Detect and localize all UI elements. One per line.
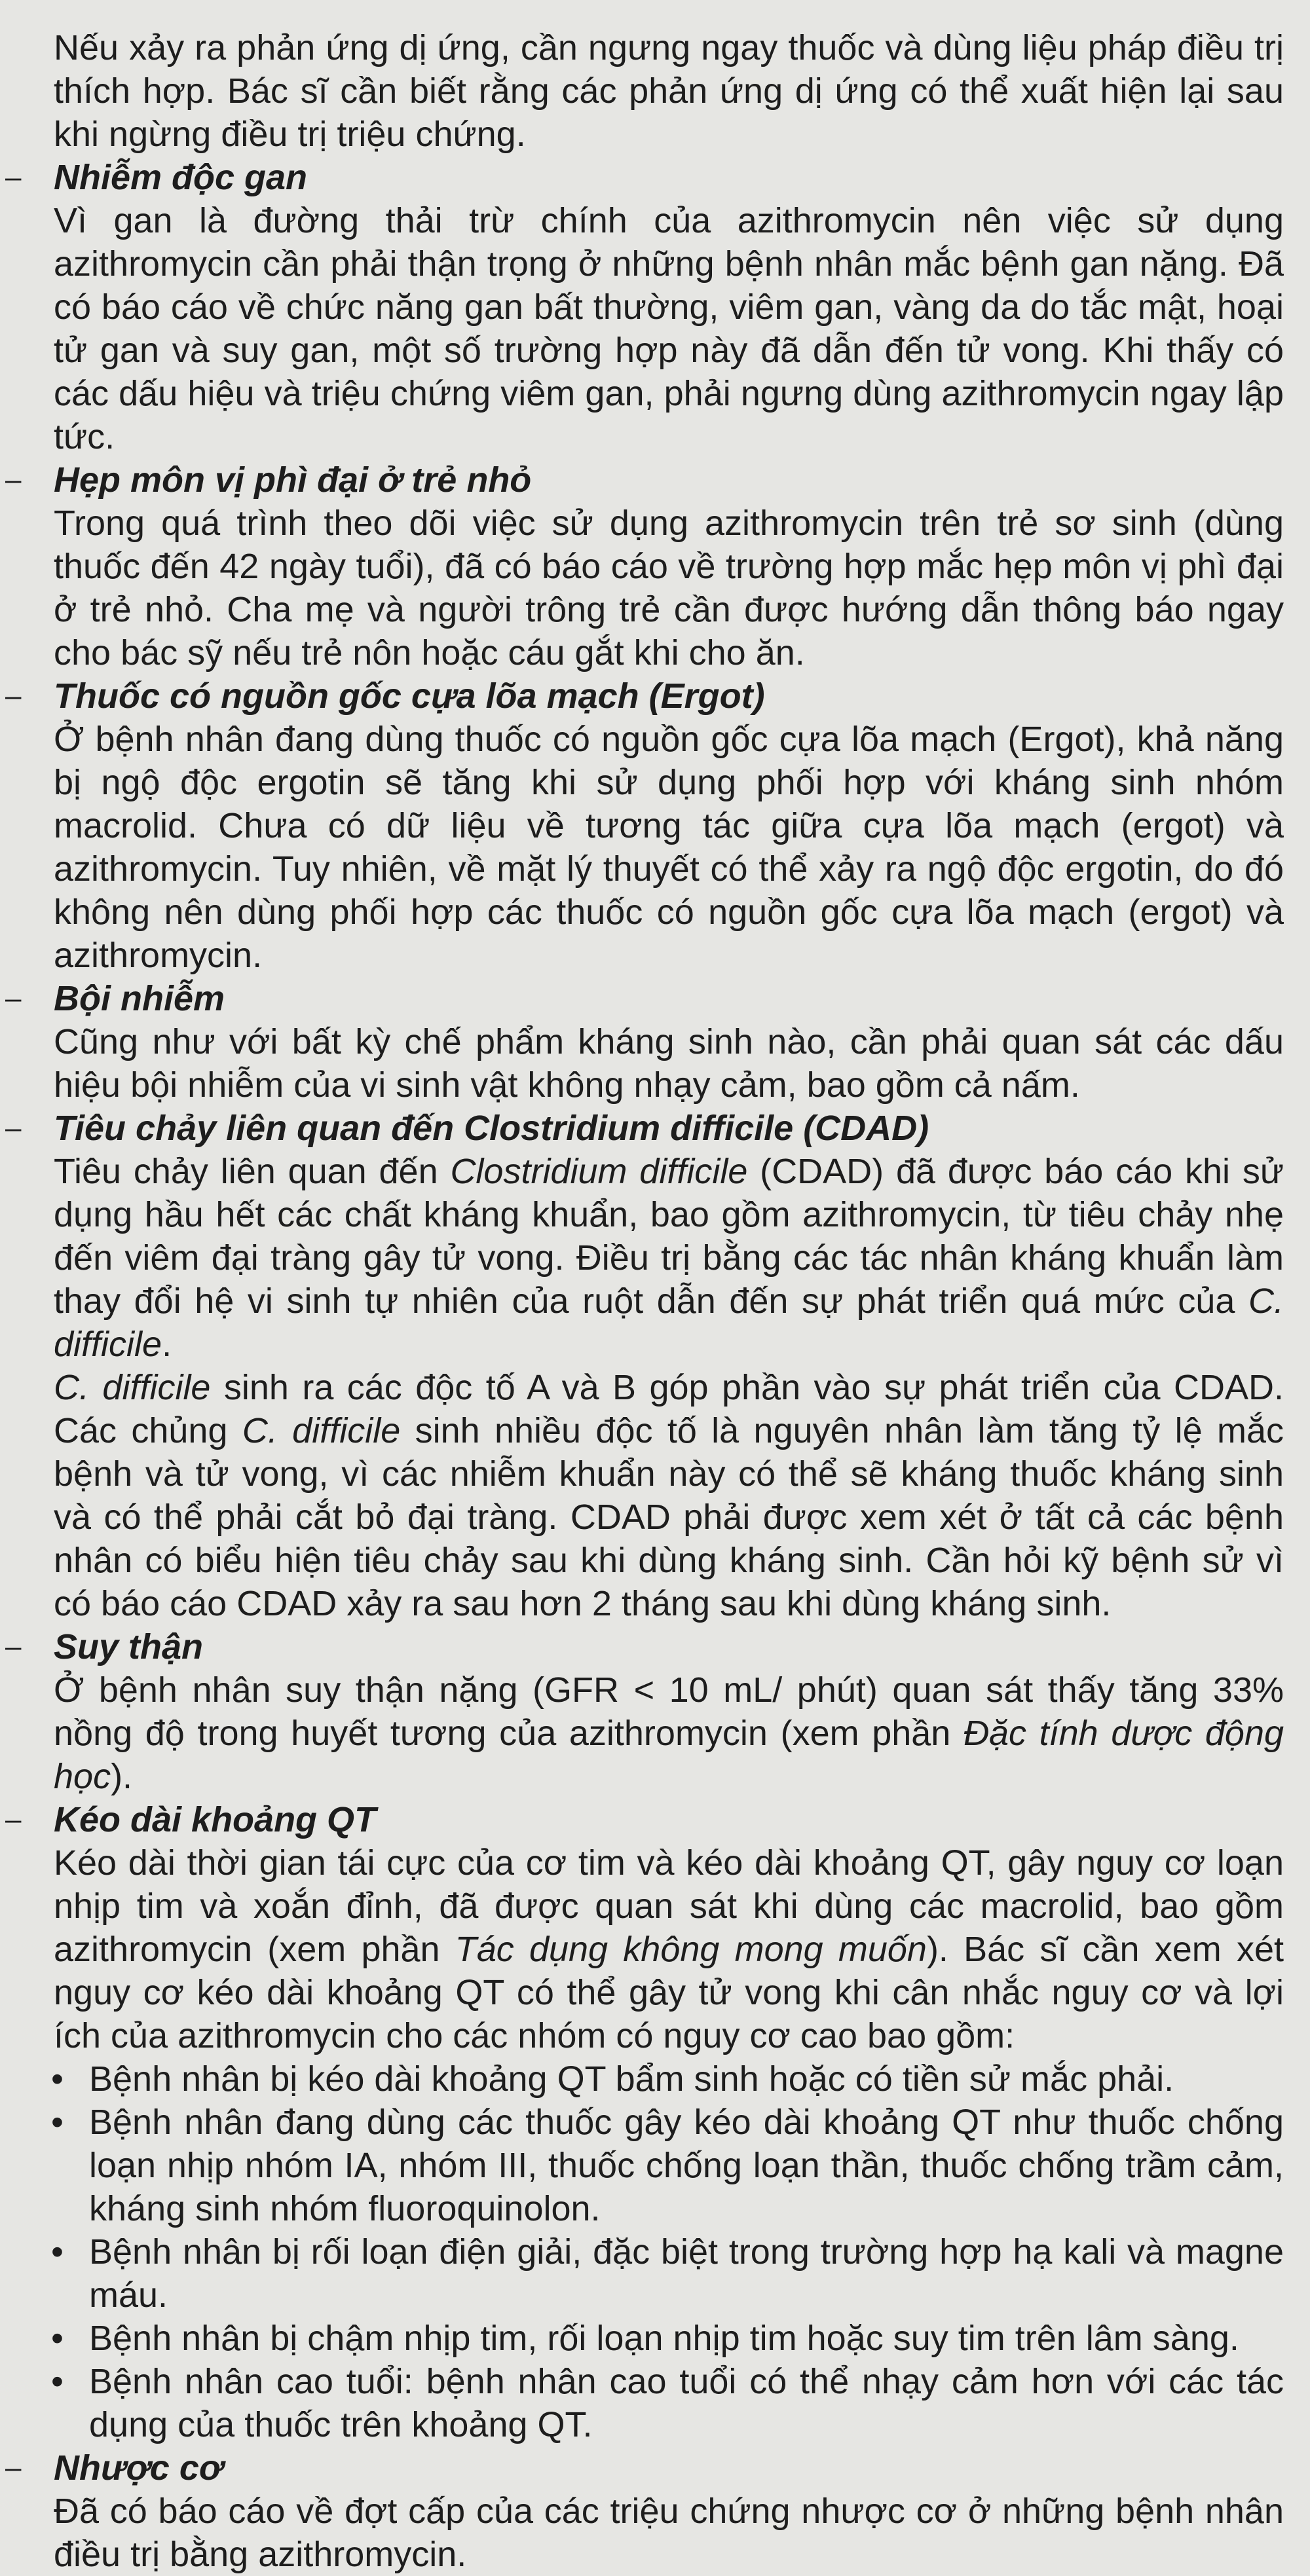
heading-text: Nhiễm độc gan [54, 158, 308, 197]
list-item-text: Bệnh nhân bị chậm nhịp tim, rối loạn nhịp tim hoặc suy tim trên lâm sàng. [89, 2319, 1239, 2358]
section-cdad [5, 1107, 1284, 1625]
section-paragraph [26, 1366, 1284, 1625]
section-superinfection [5, 977, 1284, 1107]
text-run: sinh nhiều độc tố là nguyên nhân làm tăng tỷ lệ mắc bệnh và tử vong, vì các nhiễm khuẩn này có thể sẽ kháng thuốc kháng sinh và có thể phải cắt bỏ đại tràng. CDAD phải được xem xét ở tất cả các bệnh nhân có biểu hiện tiêu chảy sau khi dùng kháng sinh. Cần hỏi kỹ bệnh sử vì có báo cáo CDAD xảy ra sau hơn 2 tháng sau khi dùng kháng sinh. [54, 1411, 1284, 1623]
italic-text-run: C. difficile [242, 1411, 401, 1450]
list-item [26, 2101, 1284, 2230]
italic-text-run: Clostridium difficile [450, 1152, 748, 1191]
list-item-text: Bệnh nhân cao tuổi: bệnh nhân cao tuổi có thể nhạy cảm hơn với các tác dụng của thuốc trên khoảng QT. [89, 2362, 1284, 2444]
list-item-text: Bệnh nhân bị rối loạn điện giải, đặc biệt trong trường hợp hạ kali và magne máu. [89, 2232, 1284, 2315]
section-paragraph: Đã có báo cáo về đợt cấp của các triệu chứng nhược cơ ở những bệnh nhân điều trị bằng azithromycin. [54, 2492, 1284, 2574]
list-item [26, 2360, 1284, 2446]
section-paragraph: Vì gan là đường thải trừ chính của azithromycin nên việc sử dụng azithromycin cần phải thận trọng ở những bệnh nhân mắc bệnh gan nặng. Đã có báo cáo về chức năng gan bất thường, viêm gan, vàng da do tắc mật, hoại tử gan và suy gan, một số trường hợp này đã dẫn đến tử vong. Khi thấy có các dấu hiệu và triệu chứng viêm gan, phải ngưng dùng azithromycin ngay lập tức. [54, 201, 1284, 456]
dash-marker: – [5, 1630, 22, 1663]
text-run: Kéo dài thời gian tái cực của cơ tim và kéo dài khoảng QT, gây nguy cơ loạn nhịp tim và xoắn đỉnh, đã được quan sát khi dùng các macrolid, bao gồm azithromycin (xem phần [54, 1843, 1284, 1969]
dash-marker: – [5, 2452, 22, 2484]
section-paragraph: Ở bệnh nhân đang dùng thuốc có nguồn gốc cựa lõa mạch (Ergot), khả năng bị ngộ độc ergotin sẽ tăng khi sử dụng phối hợp với kháng sinh nhóm macrolid. Chưa có dữ liệu về tương tác giữa cựa lõa mạch (ergot) và azithromycin. Tuy nhiên, về mặt lý thuyết có thể xảy ra ngộ độc ergotin, do đó không nên dùng phối hợp các thuốc có nguồn gốc cựa lõa mạch (ergot) và azithromycin. [54, 720, 1284, 975]
list-item [26, 2230, 1284, 2317]
italic-text-run: C. difficile [54, 1281, 1284, 1364]
section-paragraph [26, 1150, 1284, 1366]
heading-text: Suy thận [54, 1627, 204, 1666]
section-paragraph: Trong quá trình theo dõi việc sử dụng azithromycin trên trẻ sơ sinh (dùng thuốc đến 42 ngày tuổi), đã có báo cáo về trường hợp mắc hẹp môn vị phì đại ở trẻ nhỏ. Cha mẹ và người trông trẻ cần được hướng dẫn thông báo ngay cho bác sỹ nếu trẻ nôn hoặc cáu gắt khi cho ăn. [54, 504, 1284, 672]
text-run: (CDAD) đã được báo cáo khi sử dụng hầu hết các chất kháng khuẩn, bao gồm azithromycin, từ tiêu chảy nhẹ đến viêm đại tràng gây tử vong. Điều trị bằng các tác nhân kháng khuẩn làm thay đổi hệ vi sinh tự nhiên của ruột dẫn đến sự phát triển quá mức của [54, 1152, 1284, 1321]
section-myasthenia [5, 2446, 1284, 2576]
bullet-marker: • [51, 2103, 64, 2142]
bullet-marker: • [51, 2319, 64, 2358]
section-heading [5, 977, 1284, 1020]
bullet-marker: • [51, 2059, 64, 2099]
list-item-text: Bệnh nhân đang dùng các thuốc gây kéo dài khoảng QT như thuốc chống loạn nhịp nhóm IA, nhóm III, thuốc chống loạn thần, thuốc chống trầm cảm, kháng sinh nhóm fluoroquinolon. [89, 2103, 1284, 2228]
text-run: . [162, 1325, 172, 1364]
heading-text: Nhược cơ [54, 2448, 223, 2488]
section-qt-prolongation [5, 1798, 1284, 2446]
section-paragraph [26, 1668, 1284, 1798]
section-paragraph [26, 1841, 1284, 2057]
italic-text-run: Đặc tính dược động học [54, 1714, 1284, 1796]
bullet-marker: • [51, 2362, 64, 2401]
list-item [26, 2057, 1284, 2101]
section-pyloric-stenosis [5, 458, 1284, 674]
risk-group-list [26, 2057, 1284, 2446]
list-item-text: Bệnh nhân bị kéo dài khoảng QT bẩm sinh hoặc có tiền sử mắc phải. [89, 2059, 1174, 2099]
dash-marker: – [5, 1803, 22, 1835]
list-item [26, 2317, 1284, 2360]
text-run: sinh ra các độc tố A và B góp phần vào sự phát triển của CDAD. Các chủng [54, 1368, 1284, 1450]
section-heading [5, 2446, 1284, 2490]
heading-text: Thuốc có nguồn gốc cựa lõa mạch (Ergot) [54, 676, 765, 716]
section-heading [5, 674, 1284, 718]
text-run: Ở bệnh nhân suy thận nặng (GFR < 10 mL/ phút) quan sát thấy tăng 33% nồng độ trong huyết tương của azithromycin (xem phần [54, 1670, 1284, 1753]
section-heading [5, 1625, 1284, 1668]
section-heading [5, 156, 1284, 199]
heading-text: Hẹp môn vị phì đại ở trẻ nhỏ [54, 460, 532, 500]
intro-paragraph: Nếu xảy ra phản ứng dị ứng, cần ngưng ngay thuốc và dùng liệu pháp điều trị thích hợp. Bác sĩ cần biết rằng các phản ứng dị ứng có thể xuất hiện lại sau khi ngừng điều trị triệu chứng. [54, 28, 1284, 154]
section-ergot [5, 674, 1284, 977]
bullet-marker: • [51, 2232, 64, 2272]
section-paragraph: Cũng như với bất kỳ chế phẩm kháng sinh nào, cần phải quan sát các dấu hiệu bội nhiễm của vi sinh vật không nhạy cảm, bao gồm cả nấm. [54, 1022, 1284, 1105]
dash-marker: – [5, 680, 22, 712]
heading-text: Kéo dài khoảng QT [54, 1800, 377, 1839]
text-run: ). [111, 1757, 133, 1796]
section-heading [5, 1107, 1284, 1150]
section-renal-failure [5, 1625, 1284, 1798]
italic-text-run: Tác dụng không mong muốn [455, 1930, 927, 1969]
italic-text-run: C. difficile [54, 1368, 211, 1407]
dash-marker: – [5, 161, 22, 193]
heading-text: Bội nhiễm [54, 979, 225, 1018]
section-heading [5, 1798, 1284, 1841]
dash-marker: – [5, 982, 22, 1014]
heading-text: Tiêu chảy liên quan đến Clostridium difficile (CDAD) [54, 1109, 929, 1148]
text-run: ). Bác sĩ cần xem xét nguy cơ kéo dài khoảng QT có thể gây tử vong khi cân nhắc nguy cơ và lợi ích của azithromycin cho các nhóm có nguy cơ cao bao gồm: [54, 1930, 1284, 2055]
text-run: Tiêu chảy liên quan đến [54, 1152, 451, 1191]
dash-marker: – [5, 464, 22, 496]
dash-marker: – [5, 1112, 22, 1144]
section-hepatotoxicity [5, 156, 1284, 458]
section-heading [5, 458, 1284, 502]
